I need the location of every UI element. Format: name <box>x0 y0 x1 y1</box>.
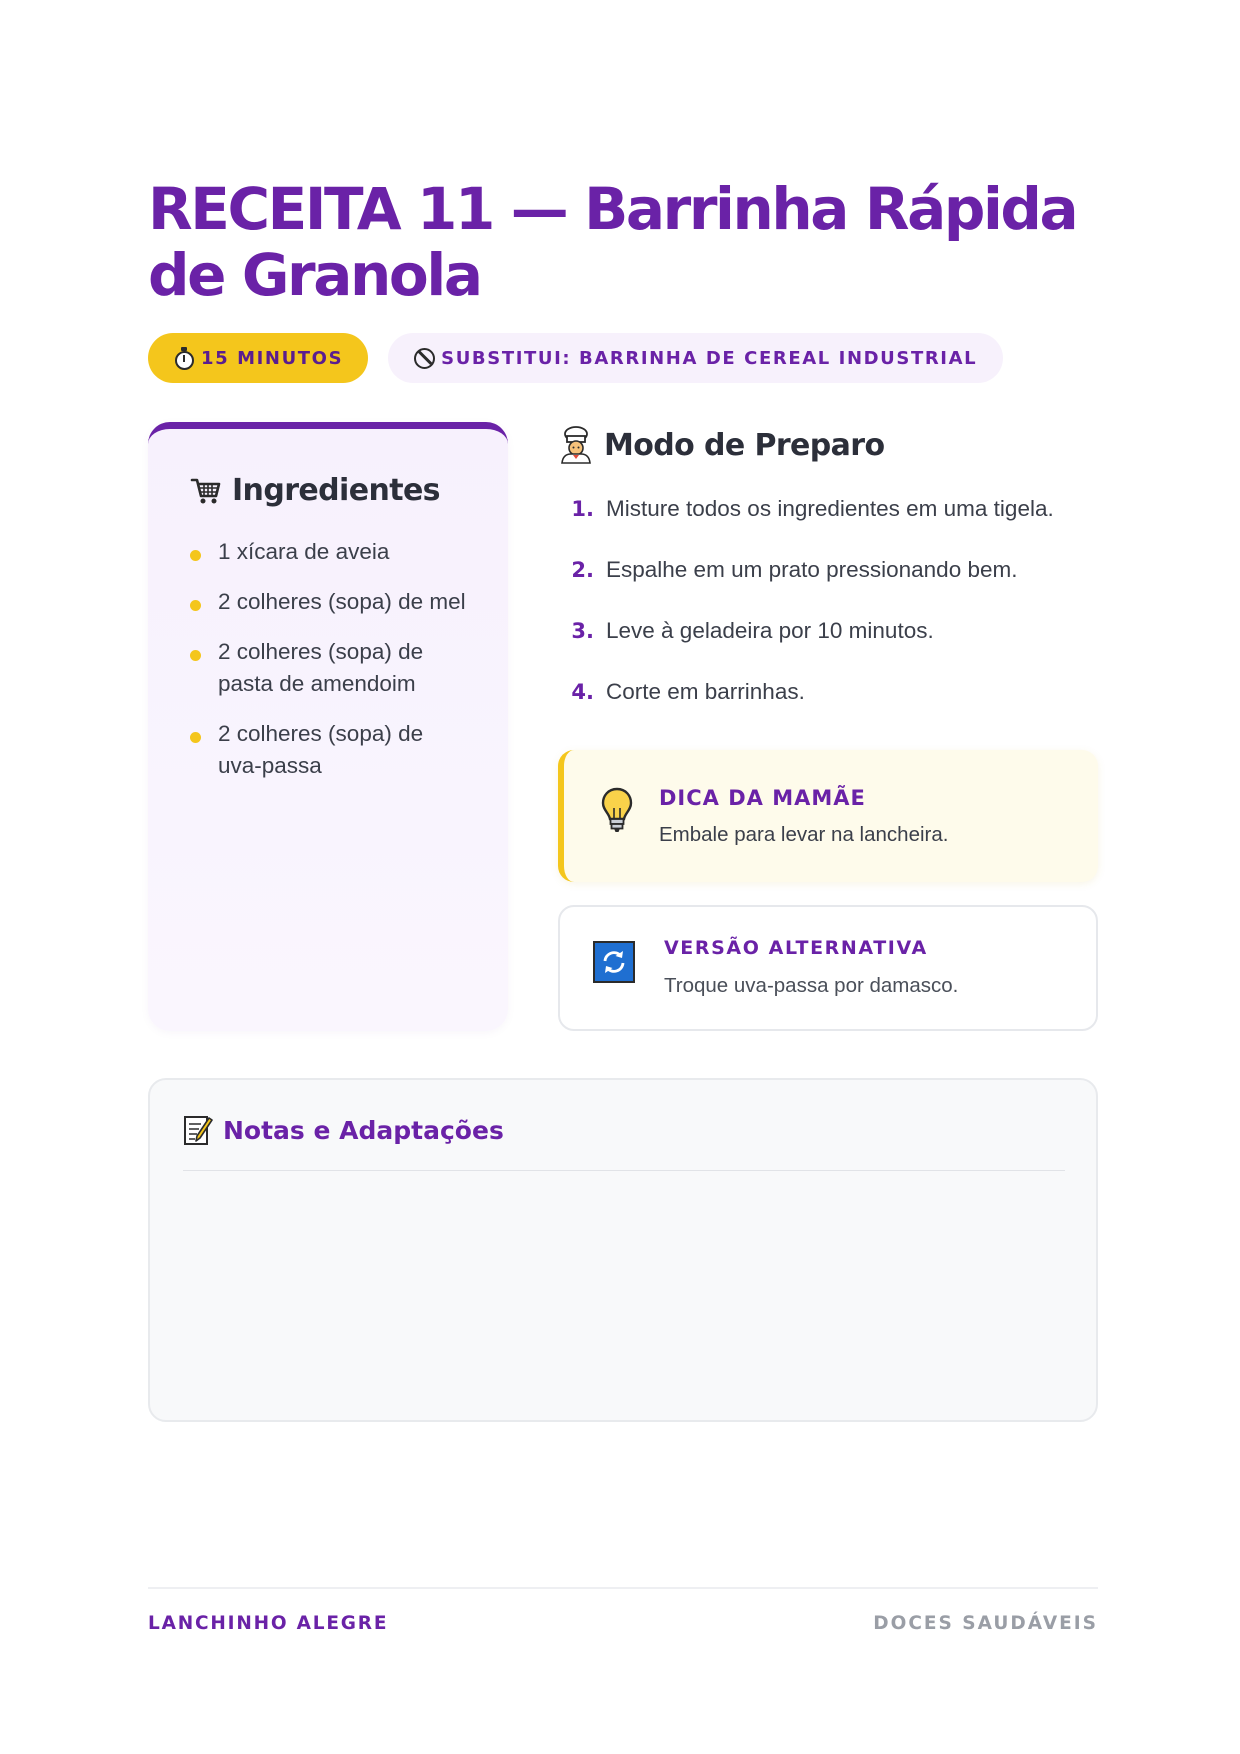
notes-box <box>148 1078 1098 1422</box>
list-item <box>558 679 1098 740</box>
step-number: 3. <box>571 619 594 643</box>
step-text: Misture todos os ingredientes em uma tigela. <box>606 496 1054 521</box>
list-item <box>558 496 1098 557</box>
step-text: Espalhe em um prato pressionando bem. <box>606 557 1018 582</box>
list-item <box>190 636 470 700</box>
page-title: RECEITA 11 — Barrinha Rápida de Granola <box>148 175 1077 309</box>
list-item <box>190 586 470 618</box>
tip-box <box>558 750 1098 882</box>
chef-icon <box>558 426 594 464</box>
list-item <box>558 557 1098 618</box>
preparation-steps <box>558 496 1098 740</box>
alternative-text: Troque uva-passa por damasco. <box>664 974 959 997</box>
badge-row <box>148 333 1003 383</box>
substitutes-badge <box>388 333 1003 383</box>
stopwatch-icon <box>174 347 194 369</box>
footer-brand: LANCHINHO ALEGRE <box>148 1613 389 1634</box>
preparation-heading-text: Modo de Preparo <box>604 427 885 463</box>
ingredients-heading <box>190 473 440 508</box>
memo-icon <box>183 1114 213 1146</box>
ingredients-card <box>148 422 508 1031</box>
ingredient-text: 2 colheres (sopa) de uva-passa <box>218 721 424 778</box>
time-badge <box>148 333 368 383</box>
bullet-dot <box>190 600 201 611</box>
step-text: Corte em barrinhas. <box>606 679 805 704</box>
list-item <box>558 618 1098 679</box>
substitutes-badge-label: SUBSTITUI: BARRINHA DE CEREAL INDUSTRIAL <box>441 347 978 369</box>
notes-heading <box>183 1114 504 1146</box>
step-number: 2. <box>571 558 594 582</box>
alternative-box <box>558 905 1098 1031</box>
bullet-dot <box>190 550 201 561</box>
time-badge-label: 15 MINUTOS <box>201 347 344 369</box>
notes-divider <box>183 1170 1065 1171</box>
preparation-heading <box>558 426 885 464</box>
ingredient-text: 1 xícara de aveia <box>218 539 390 564</box>
recipe-page <box>148 0 1098 1754</box>
bullet-dot <box>190 732 201 743</box>
list-item <box>190 718 470 782</box>
notes-heading-text: Notas e Adaptações <box>223 1115 504 1145</box>
ingredient-text: 2 colheres (sopa) de mel <box>218 589 466 614</box>
list-item <box>190 536 470 568</box>
tip-text: Embale para levar na lancheira. <box>659 823 949 846</box>
ingredients-list <box>190 536 470 800</box>
step-number: 1. <box>571 497 594 521</box>
shopping-cart-icon <box>190 475 222 507</box>
tip-title: DICA DA MAMÃE <box>659 786 866 810</box>
footer-divider <box>148 1587 1098 1589</box>
no-entry-icon <box>414 347 434 369</box>
light-bulb-icon <box>600 786 634 834</box>
footer-category: DOCES SAUDÁVEIS <box>873 1613 1098 1634</box>
refresh-icon <box>593 941 635 983</box>
bullet-dot <box>190 650 201 661</box>
alternative-title: VERSÃO ALTERNATIVA <box>664 937 928 959</box>
step-text: Leve à geladeira por 10 minutos. <box>606 618 934 643</box>
ingredient-text: 2 colheres (sopa) de pasta de amendoim <box>218 639 424 696</box>
ingredients-heading-text: Ingredientes <box>232 473 440 508</box>
step-number: 4. <box>571 680 594 704</box>
